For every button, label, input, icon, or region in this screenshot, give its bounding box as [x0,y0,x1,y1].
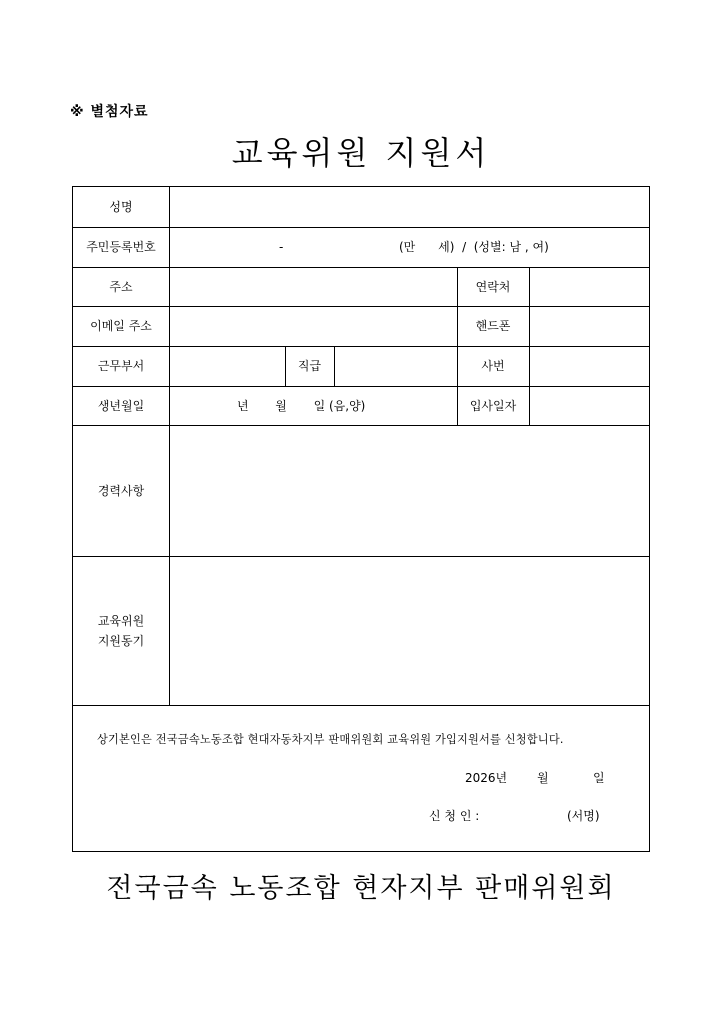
declaration-text: 상기본인은 전국금속노동조합 현대자동차지부 판매위원회 교육위원 가입지원서를 신청합니다. [97,733,564,746]
row-divider [73,267,650,268]
birth-date-label: 생년월일 [97,399,145,413]
attachment-note: ※ 별첨자료 [70,104,149,120]
department-label: 근무부서 [97,359,145,373]
name-label: 성명 [109,200,133,214]
row-divider [73,346,650,347]
rrn-dash: - [279,240,284,254]
motive-label-line2: 지원동기 [97,634,145,648]
employee-number-label: 사번 [481,359,505,373]
row-divider [73,556,650,557]
date-year: 2026년 [465,771,508,785]
position-label: 직급 [297,359,322,373]
join-date-label: 입사일자 [469,399,517,413]
date-month: 월 [537,771,549,785]
age-gender-field: (만 세) / (성별: 남 , 여) [399,240,549,254]
row-divider [73,306,650,307]
issuer-footer: 전국금속 노동조합 현자지부 판매위원회 [106,873,616,904]
row-divider [73,227,650,228]
col-divider [169,187,170,705]
row-divider [73,705,650,706]
date-day: 일 [593,771,605,785]
mobile-label: 핸드폰 [475,319,511,333]
page-title: 교육위원 지원서 [231,134,491,172]
col-divider [529,267,530,425]
address-label: 주소 [109,280,133,294]
contact-label: 연락처 [475,280,511,294]
row-divider [73,425,650,426]
motive-label-line1: 교육위원 [97,614,145,628]
email-label: 이메일 주소 [90,319,152,333]
row-divider [73,386,650,387]
application-form-table [72,186,650,852]
col-divider [334,346,335,386]
career-label: 경력사항 [97,484,145,498]
rrn-label: 주민등록번호 [86,240,156,254]
applicant-label: 신 청 인 : [429,809,480,823]
birth-date-fields: 년 월 일 (음,양) [237,399,366,413]
signature-label: (서명) [567,809,600,823]
